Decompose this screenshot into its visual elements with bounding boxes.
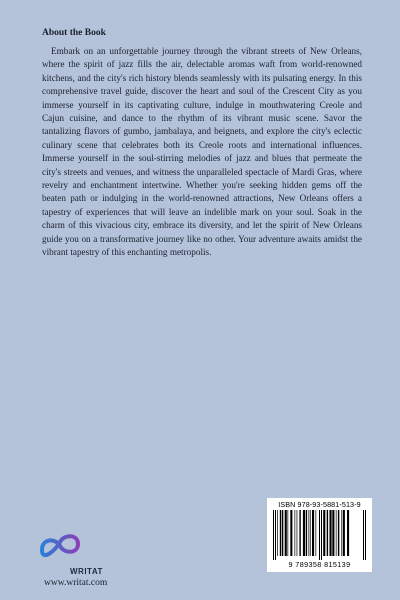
barcode-bar — [306, 510, 307, 556]
isbn-barcode — [267, 498, 372, 572]
barcode-bar — [280, 510, 281, 556]
barcode-bar — [297, 510, 298, 556]
barcode-bar — [309, 510, 310, 556]
barcode-bar — [295, 510, 296, 556]
barcode-bar — [343, 510, 345, 556]
section-heading: About the Book — [42, 28, 106, 38]
barcode-bar — [290, 510, 292, 556]
barcode-bar — [288, 510, 289, 556]
publisher-url: www.writat.com — [44, 578, 108, 588]
barcode-bar — [277, 510, 278, 556]
barcode-digits: 9 789358 815139 — [288, 560, 351, 569]
barcode-bar — [310, 510, 311, 556]
book-description: Embark on an unforgettable journey through the vibrant streets of New Orleans, where the spirit of jazz fills the air, delectable aromas waft from world-renowned kitchens, and the city's rich history blends seamlessly with its pulsating energy. In this comprehensive travel guide, discover the heart and soul of the Crescent City as you immerse yourself in its captivating culture, indulge in mouthwatering Creole and Cajun cuisine, and dance to the rhythm of its vibrant music scene. Savor the tantalizing flavors of gumbo, jambalaya, and beignets, and explore the city's eclectic culinary scene that celebrates both its Creole roots and international influences. Immerse yourself in the soul-stirring melodies of jazz and blues that permeate the city's streets and venues, and witness the unparalleled spectacle of Mardi Gras, where revelry and enchantment intertwine. Whether you're seeking hidden gems off the beaten path or indulging in the world-renowned attractions, New Orleans offers a tapestry of experiences that will leave an indelible mark on your soul. Soak in the charm of this vivacious city, embrace its diversity, and let the spirit of New Orleans guide you on a transformative journey like no other. Your adventure awaits amidst the vibrant tapestry of this enchanting metropolis. — [42, 46, 362, 258]
barcode-bar — [338, 510, 339, 556]
barcode-bar — [336, 510, 337, 556]
barcode-bars — [273, 510, 366, 560]
barcode-guard-bar — [365, 510, 366, 560]
isbn-label: ISBN 978-93-5881-513-9 — [278, 500, 361, 509]
barcode-bar — [285, 510, 287, 556]
barcode-bar — [316, 510, 317, 556]
barcode-bar — [332, 510, 334, 556]
barcode-guard-bar — [275, 510, 276, 560]
barcode-bar — [323, 510, 325, 556]
barcode-bar — [327, 510, 328, 556]
barcode-bar — [299, 510, 300, 556]
publisher-name: WRITAT — [70, 567, 103, 576]
barcode-guard-bar — [319, 510, 320, 560]
barcode-bar — [303, 510, 305, 556]
barcode-bar — [282, 510, 283, 556]
barcode-bar — [330, 510, 332, 556]
barcode-bar — [341, 510, 342, 556]
publisher-logo-icon — [38, 524, 82, 566]
barcode-guard-bar — [363, 510, 364, 560]
barcode-bar — [312, 510, 314, 556]
barcode-bar — [347, 510, 349, 556]
barcode-guard-bar — [321, 510, 322, 560]
barcode-guard-bar — [273, 510, 274, 560]
